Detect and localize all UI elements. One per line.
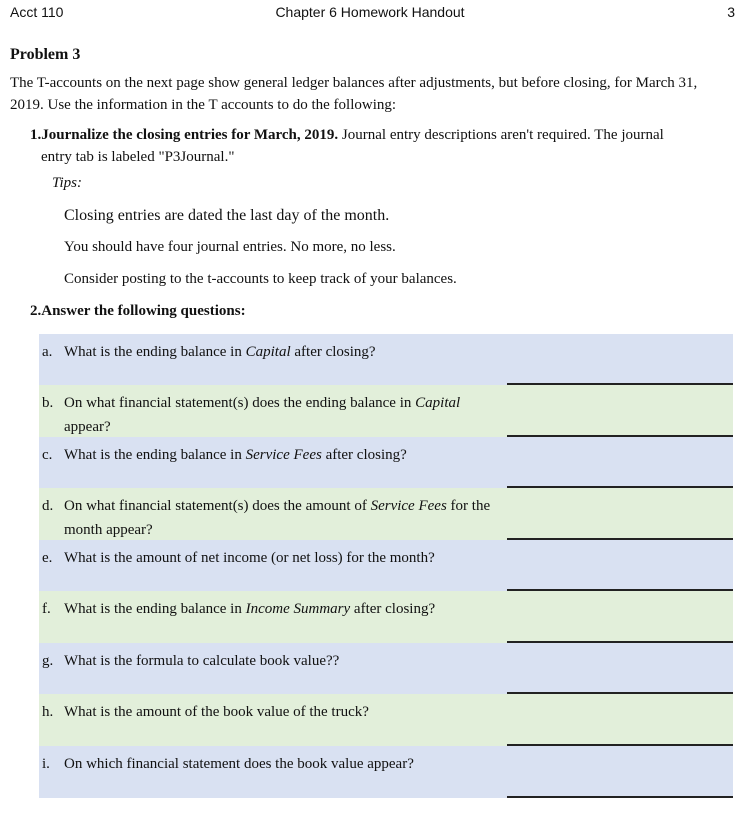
question-text xyxy=(39,391,499,439)
question-em: Capital xyxy=(415,395,461,411)
question-em: Capital xyxy=(245,344,291,360)
question-letter: g. xyxy=(42,653,54,669)
tip-2: You should have four journal entries. No more, no less. xyxy=(64,239,396,255)
question-row-h xyxy=(39,694,733,746)
document-title: Chapter 6 Homework Handout xyxy=(275,4,465,20)
question-letter: c. xyxy=(42,447,53,463)
question-em: Service Fees xyxy=(370,498,447,514)
question-letter: b. xyxy=(42,395,54,411)
question-letter: f. xyxy=(42,601,51,617)
question-letter: i. xyxy=(42,756,50,772)
tips-label: Tips: xyxy=(52,175,83,191)
question-post: after closing? xyxy=(350,601,436,617)
tip-1: Closing entries are dated the last day of the month. xyxy=(64,207,390,224)
question-pre: On what financial statement(s) does the amount of xyxy=(64,498,371,514)
question-em: Service Fees xyxy=(245,447,322,463)
question-text xyxy=(39,443,499,467)
problem-title: Problem 3 xyxy=(10,46,81,63)
instruction-1-heading: Journalize the closing entries for March, 2019. xyxy=(41,127,339,143)
question-post: appear? xyxy=(64,419,111,435)
question-row-b xyxy=(39,385,733,437)
instruction-2-number: 2. xyxy=(30,303,42,319)
question-pre: What is the ending balance in xyxy=(64,601,246,617)
question-pre: What is the amount of the book value of the truck? xyxy=(64,704,369,720)
question-pre: What is the formula to calculate book value?? xyxy=(64,653,340,669)
question-row-f xyxy=(39,591,733,643)
course-label: Acct 110 xyxy=(10,4,64,20)
question-text xyxy=(39,649,499,673)
question-text xyxy=(39,597,499,621)
instruction-1 xyxy=(30,124,730,168)
instruction-2-label: Answer the following questions: xyxy=(41,303,246,319)
problem-intro: The T-accounts on the next page show general ledger balances after adjustments, but before closing, for March 31, 2019. Use the information in the T accounts to do the following: xyxy=(10,75,698,113)
question-row-c xyxy=(39,437,733,488)
question-letter: e. xyxy=(42,550,53,566)
question-post: after closing? xyxy=(290,344,376,360)
question-letter: d. xyxy=(42,498,54,514)
question-text xyxy=(39,546,499,570)
question-row-a xyxy=(39,334,733,385)
instruction-1-text-line2: entry tab is labeled "P3Journal." xyxy=(41,149,235,165)
question-letter: h. xyxy=(42,704,54,720)
question-text xyxy=(39,752,499,776)
question-pre: What is the amount of net income (or net loss) for the month? xyxy=(64,550,435,566)
answer-line-i[interactable] xyxy=(507,796,733,798)
instruction-2 xyxy=(30,303,246,320)
question-row-d xyxy=(39,488,733,540)
question-row-i xyxy=(39,746,733,798)
page-number: 3 xyxy=(727,4,735,20)
page-header xyxy=(0,0,747,26)
question-post: for the month appear? xyxy=(64,498,491,538)
question-pre: What is the ending balance in xyxy=(64,344,246,360)
question-row-g xyxy=(39,643,733,694)
question-em: Income Summary xyxy=(245,601,351,617)
question-pre: On which financial statement does the book value appear? xyxy=(64,756,414,772)
question-text xyxy=(39,700,499,724)
question-pre: What is the ending balance in xyxy=(64,447,246,463)
question-row-e xyxy=(39,540,733,591)
question-pre: On what financial statement(s) does the ending balance in xyxy=(64,395,416,411)
question-post: after closing? xyxy=(321,447,407,463)
instruction-1-number: 1. xyxy=(30,127,42,143)
instruction-1-text: Journal entry descriptions aren't required. The journal xyxy=(338,127,664,143)
tip-3: Consider posting to the t-accounts to keep track of your balances. xyxy=(64,271,457,287)
question-letter: a. xyxy=(42,344,53,360)
question-text xyxy=(39,494,499,542)
question-text xyxy=(39,340,499,364)
